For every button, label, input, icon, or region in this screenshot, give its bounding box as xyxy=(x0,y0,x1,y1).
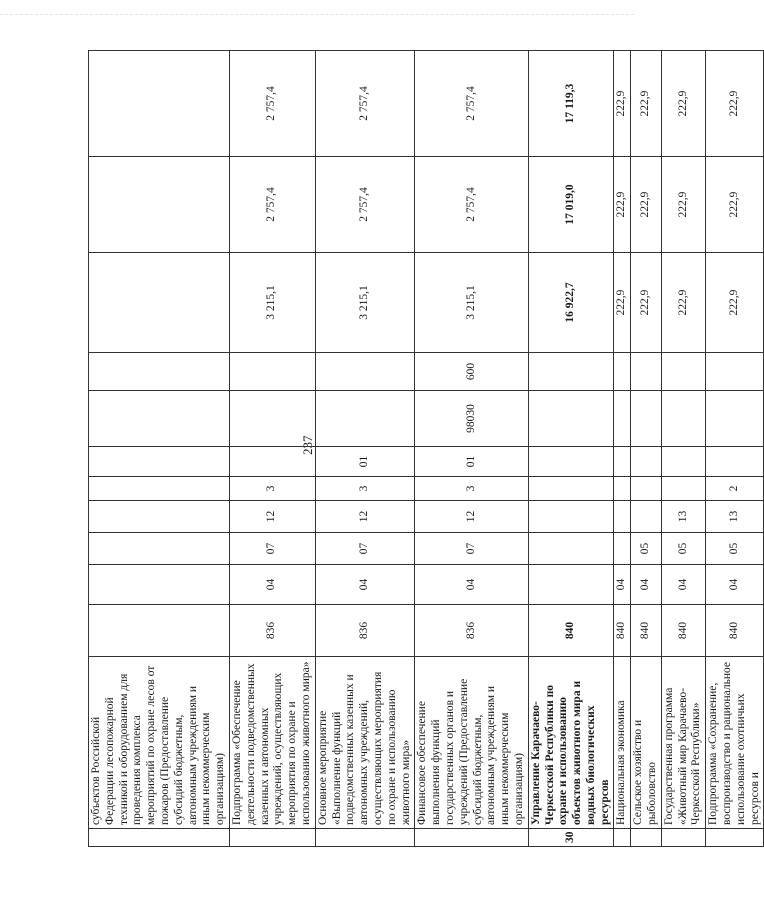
cell-amount-year3: 2 757,4 xyxy=(229,51,315,157)
cell-vr xyxy=(614,353,631,391)
cell-pr: 05 xyxy=(706,533,764,565)
cell-pr xyxy=(528,533,614,565)
cell-cs-subprogram xyxy=(614,477,631,501)
cell-cs-subprogram xyxy=(661,477,705,501)
cell-cs-event xyxy=(614,447,631,477)
cell-cs-subprogram xyxy=(528,477,614,501)
cell-ved: 836 xyxy=(315,605,415,657)
cell-cs-event: 01 xyxy=(415,447,528,477)
cell-cs-direction xyxy=(661,391,705,447)
cell-cs-direction xyxy=(528,391,614,447)
cell-cs-direction xyxy=(631,391,662,447)
cell-vr xyxy=(661,353,705,391)
cell-cs-event xyxy=(661,447,705,477)
cell-rz: 04 xyxy=(631,565,662,605)
cell-amount-year2: 222,9 xyxy=(631,157,662,253)
row-number xyxy=(415,829,528,847)
cell-cs-subprogram xyxy=(631,477,662,501)
cell-rz: 04 xyxy=(415,565,528,605)
row-number xyxy=(661,829,705,847)
cell-cs-event xyxy=(631,447,662,477)
cell-ved: 840 xyxy=(631,605,662,657)
cell-amount-year2: 2 757,4 xyxy=(229,157,315,253)
table-row xyxy=(661,51,705,847)
budget-table xyxy=(88,50,764,847)
table-row xyxy=(315,51,415,847)
cell-amount-year3 xyxy=(89,51,230,157)
cell-amount-year1: 3 215,1 xyxy=(229,253,315,353)
row-name: Основное мероприятие «Выполнение функций подведомственных казенных и автономных учреждений, осуществляющих мероприятия по охране и использованию животного мира» xyxy=(315,657,415,829)
cell-amount-year3: 2 757,4 xyxy=(415,51,528,157)
cell-vr xyxy=(229,353,315,391)
cell-cs-subprogram: 3 xyxy=(315,477,415,501)
cell-amount-year3: 222,9 xyxy=(614,51,631,157)
cell-cs-program xyxy=(631,501,662,533)
cell-amount-year1: 3 215,1 xyxy=(315,253,415,353)
row-number: 30 xyxy=(528,829,614,847)
cell-amount-year1: 222,9 xyxy=(614,253,631,353)
cell-ved: 840 xyxy=(661,605,705,657)
row-name: Государственная программа «Животный мир Карачаево-Черкесской Республики» xyxy=(661,657,705,829)
cell-pr: 07 xyxy=(315,533,415,565)
row-name: Подпрограмма «Обеспечение деятельности подведомственных казенных и автономных учреждений, осуществляющих мероприятия по охране и использованию животного мира» xyxy=(229,657,315,829)
cell-cs-program: 12 xyxy=(415,501,528,533)
cell-cs-direction xyxy=(315,391,415,447)
cell-cs-subprogram: 3 xyxy=(415,477,528,501)
cell-cs-subprogram xyxy=(89,477,230,501)
cell-rz xyxy=(89,565,230,605)
cell-cs-direction: 98030 xyxy=(415,391,528,447)
cell-amount-year1 xyxy=(89,253,230,353)
table-row xyxy=(614,51,631,847)
scan-edge-line xyxy=(0,14,634,19)
cell-ved: 840 xyxy=(614,605,631,657)
cell-rz: 04 xyxy=(661,565,705,605)
cell-amount-year2: 222,9 xyxy=(661,157,705,253)
table-row xyxy=(631,51,662,847)
cell-cs-subprogram: 3 xyxy=(229,477,315,501)
cell-amount-year2: 2 757,4 xyxy=(315,157,415,253)
row-number xyxy=(229,829,315,847)
cell-cs-event xyxy=(706,447,764,477)
cell-rz: 04 xyxy=(706,565,764,605)
cell-cs-program xyxy=(528,501,614,533)
cell-amount-year2: 2 757,4 xyxy=(415,157,528,253)
cell-amount-year1: 3 215,1 xyxy=(415,253,528,353)
table-row xyxy=(706,51,764,847)
cell-amount-year3: 17 119,3 xyxy=(528,51,614,157)
row-number xyxy=(315,829,415,847)
cell-ved: 836 xyxy=(229,605,315,657)
cell-vr xyxy=(631,353,662,391)
cell-pr xyxy=(614,533,631,565)
cell-pr: 07 xyxy=(415,533,528,565)
row-number xyxy=(614,829,631,847)
cell-amount-year3: 222,9 xyxy=(661,51,705,157)
row-name: Финансовое обеспечение выполнения функций государственных органов и учреждений (Предоставление субсидий бюджетным, автономным учреждениям и иным некоммерческим организациям) xyxy=(415,657,528,829)
cell-cs-program: 13 xyxy=(661,501,705,533)
row-name: Подпрограмма «Сохранение, воспроизводство и рациональное использование охотничьих ресурсов и xyxy=(706,657,764,829)
cell-amount-year3: 222,9 xyxy=(706,51,764,157)
cell-ved xyxy=(89,605,230,657)
row-name: Управление Карачаево-Черкесской Республики по охране и использованию объектов животного мира и водных биологических ресурсов xyxy=(528,657,614,829)
row-number xyxy=(706,829,764,847)
cell-cs-program: 13 xyxy=(706,501,764,533)
cell-vr xyxy=(89,353,230,391)
page-number: 237 xyxy=(300,435,315,455)
cell-ved: 836 xyxy=(415,605,528,657)
cell-rz xyxy=(528,565,614,605)
cell-cs-event: 01 xyxy=(315,447,415,477)
cell-cs-direction xyxy=(229,391,315,447)
cell-amount-year2 xyxy=(89,157,230,253)
cell-cs-subprogram: 2 xyxy=(706,477,764,501)
cell-ved: 840 xyxy=(528,605,614,657)
cell-cs-event xyxy=(89,447,230,477)
cell-cs-program xyxy=(614,501,631,533)
cell-vr xyxy=(706,353,764,391)
row-number xyxy=(631,829,662,847)
cell-pr xyxy=(89,533,230,565)
cell-amount-year1: 16 922,7 xyxy=(528,253,614,353)
cell-amount-year2: 17 019,0 xyxy=(528,157,614,253)
cell-pr: 07 xyxy=(229,533,315,565)
row-name: Сельское хозяйство и рыболовство xyxy=(631,657,662,829)
row-number xyxy=(89,829,230,847)
cell-vr xyxy=(528,353,614,391)
cell-ved: 840 xyxy=(706,605,764,657)
cell-cs-event xyxy=(229,447,315,477)
table-row xyxy=(415,51,528,847)
cell-rz: 04 xyxy=(229,565,315,605)
cell-vr xyxy=(315,353,415,391)
cell-vr: 600 xyxy=(415,353,528,391)
cell-rz: 04 xyxy=(315,565,415,605)
cell-cs-direction xyxy=(614,391,631,447)
cell-pr: 05 xyxy=(631,533,662,565)
cell-amount-year3: 2 757,4 xyxy=(315,51,415,157)
cell-amount-year1: 222,9 xyxy=(631,253,662,353)
table-row xyxy=(89,51,230,847)
cell-cs-program: 12 xyxy=(229,501,315,533)
table-row-department xyxy=(528,51,614,847)
row-name: субъектов Российской Федерации лесопожарной техникой и оборудованием для проведения комплекса мероприятий по охране лесов от пожаров (Предоставление субсидий бюджетным, автономным учреждениям и иным некоммерческим организациям) xyxy=(89,657,230,829)
cell-cs-program xyxy=(89,501,230,533)
cell-amount-year3: 222,9 xyxy=(631,51,662,157)
cell-cs-direction xyxy=(89,391,230,447)
cell-amount-year1: 222,9 xyxy=(706,253,764,353)
cell-rz: 04 xyxy=(614,565,631,605)
cell-amount-year2: 222,9 xyxy=(706,157,764,253)
cell-cs-direction xyxy=(706,391,764,447)
cell-amount-year1: 222,9 xyxy=(661,253,705,353)
cell-cs-program: 12 xyxy=(315,501,415,533)
cell-pr: 05 xyxy=(661,533,705,565)
cell-amount-year2: 222,9 xyxy=(614,157,631,253)
table-row xyxy=(229,51,315,847)
row-name: Национальная экономика xyxy=(614,657,631,829)
rotated-table-container xyxy=(88,51,761,847)
cell-cs-event xyxy=(528,447,614,477)
